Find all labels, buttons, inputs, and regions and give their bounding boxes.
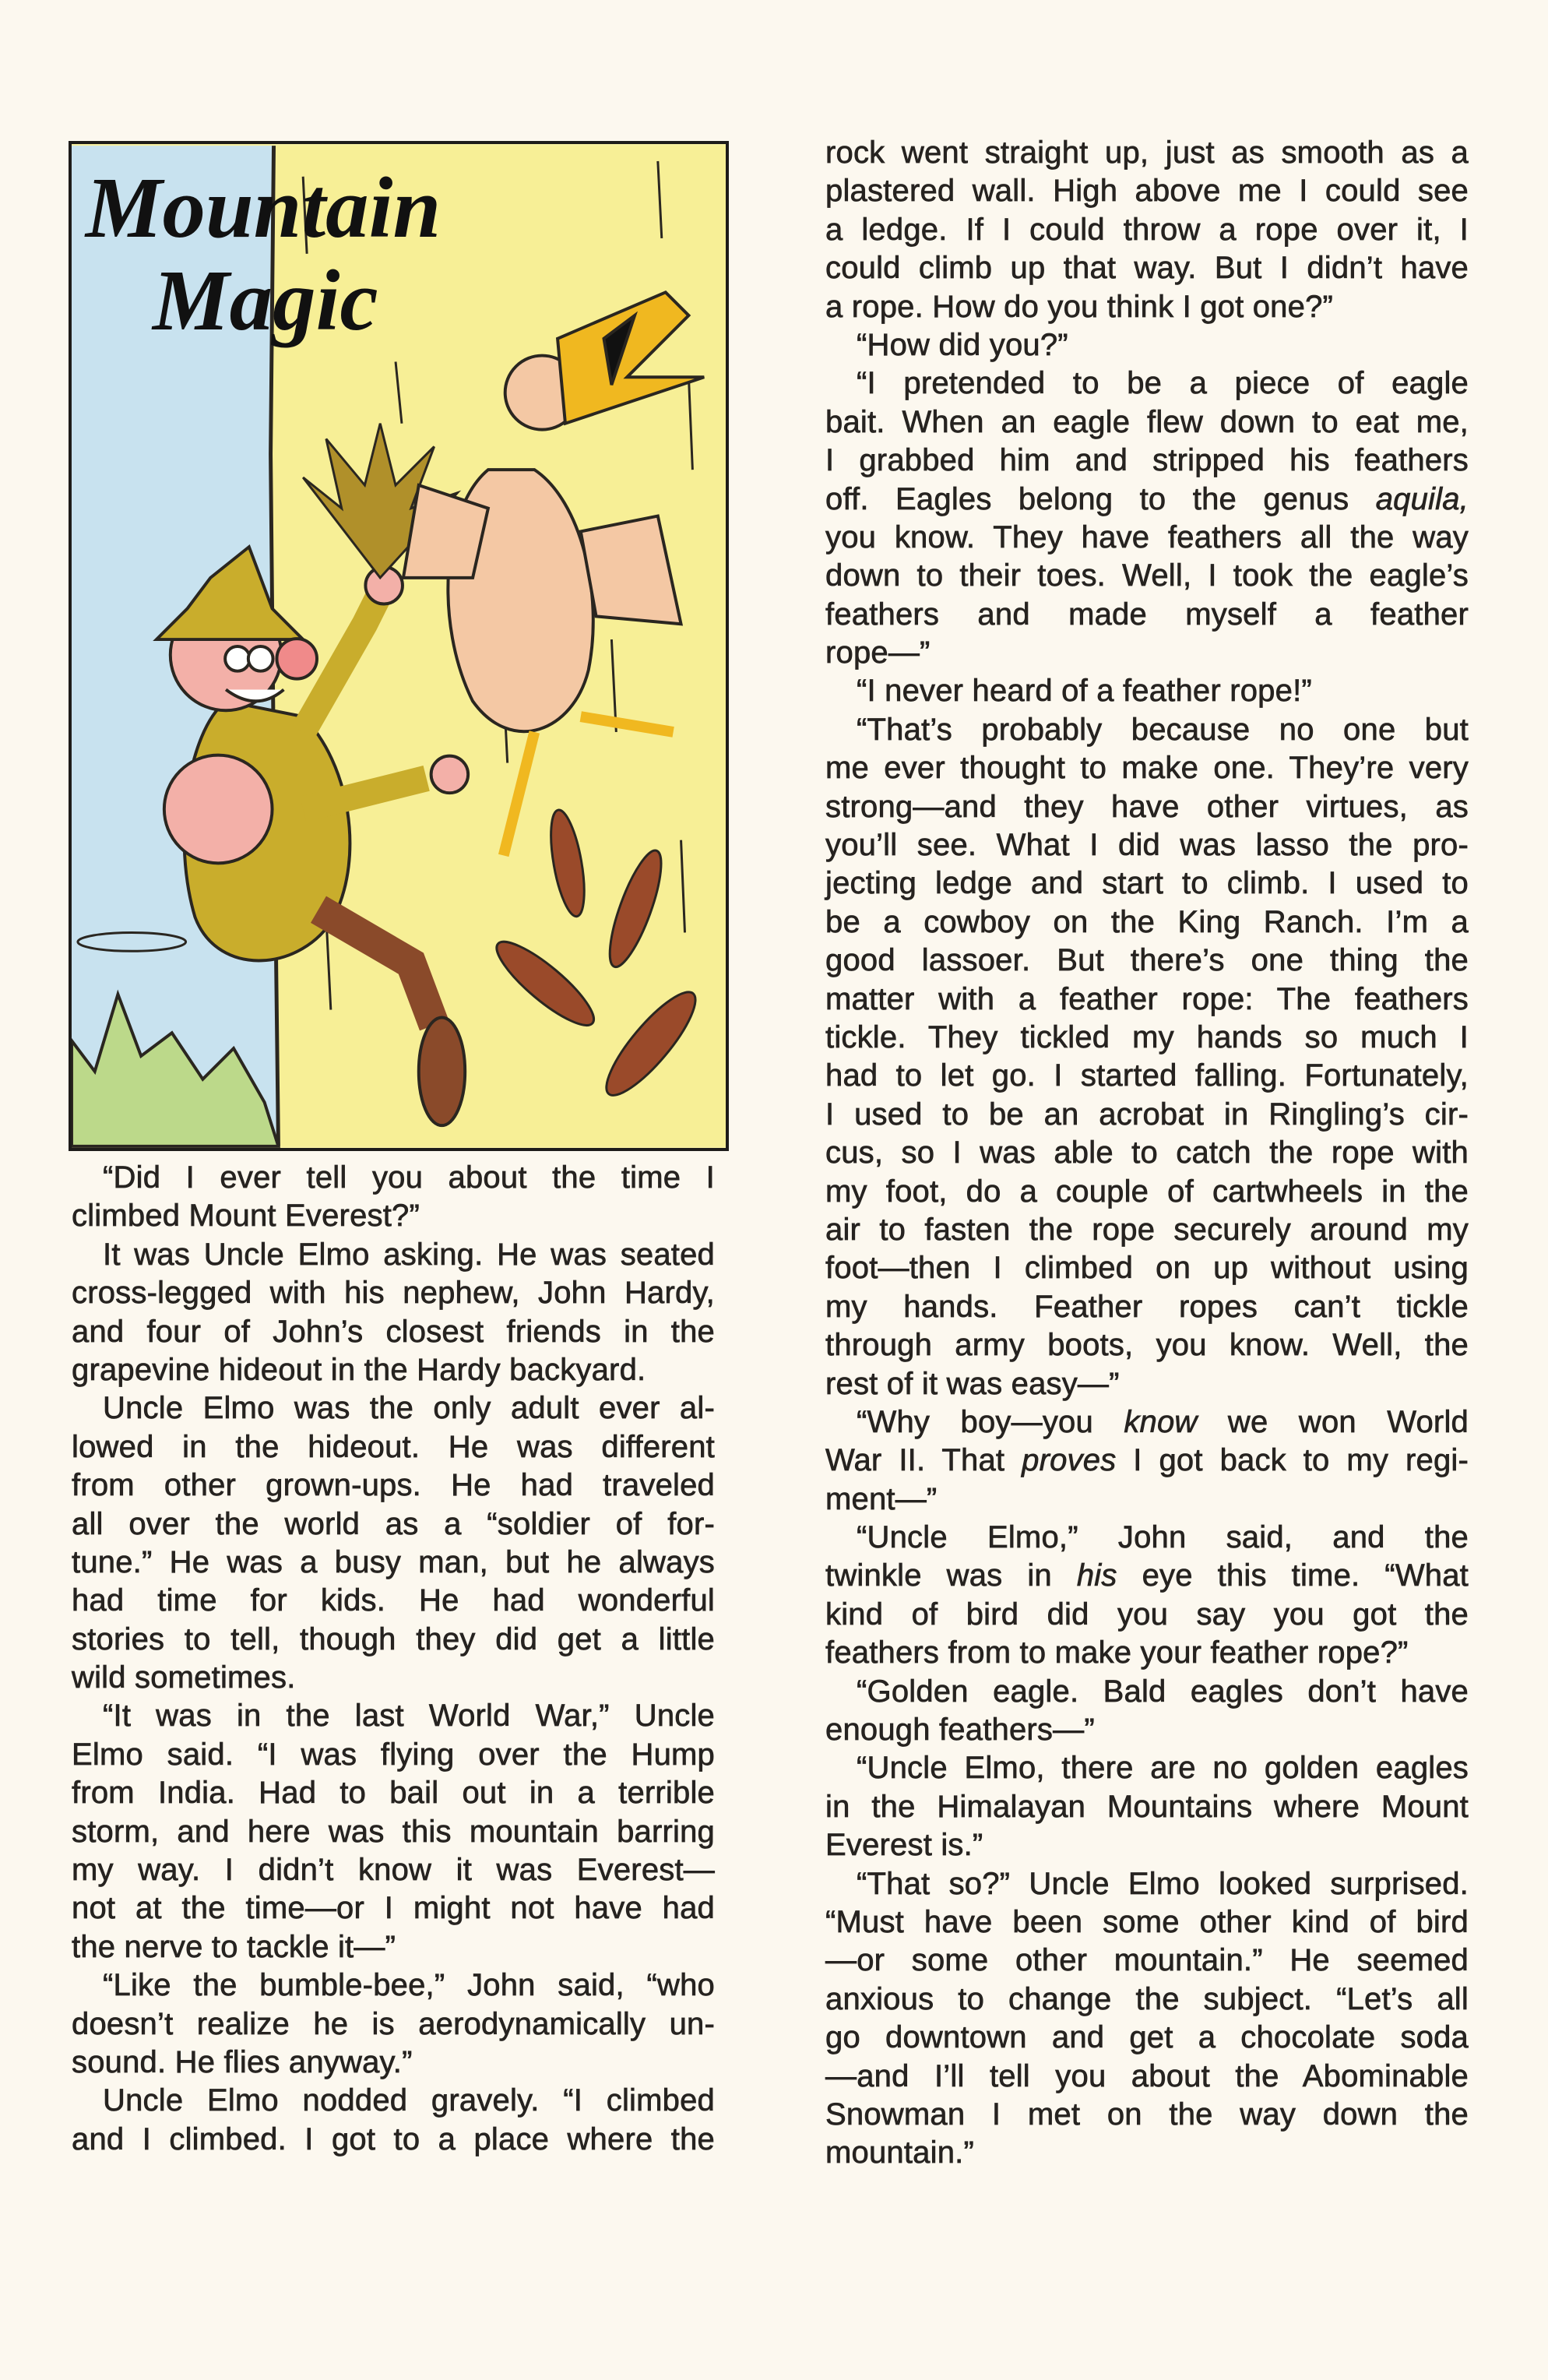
text-line: doesn’t realize he is aerodynamically un-: [72, 2006, 715, 2041]
text-line: cross-legged with his nephew, John Hardy,: [72, 1276, 715, 1311]
text-line: go downtown and get a chocolate soda: [825, 2020, 1469, 2055]
paragraph: [72, 1389, 715, 1697]
text-line: be a cowboy on the King Ranch. I’m a: [825, 904, 1469, 939]
paragraph: [825, 364, 1469, 672]
text-line: “I pretended to be a piece of eagle: [857, 366, 1469, 401]
text-line: had time for kids. He had wonderful: [72, 1583, 715, 1618]
text-line: lowed in the hideout. He was different: [72, 1429, 715, 1464]
text-line: air to fasten the rope securely around my: [825, 1212, 1469, 1247]
text-line: “It was in the last World War,” Uncle: [103, 1699, 715, 1734]
paragraph: [825, 326, 1469, 364]
paragraph: [72, 1697, 715, 1966]
text-line: tune.” He was a busy man, but he always: [72, 1544, 715, 1579]
text-line: stories to tell, though they did get a little: [72, 1621, 715, 1656]
text-line: rock went straight up, just as smooth as a: [825, 136, 1469, 170]
paragraph: [825, 1673, 1469, 1750]
text-line: —or some other mountain.” He seemed: [825, 1943, 1469, 1978]
text-line: good lassoer. But there’s one thing the: [825, 943, 1469, 978]
text-line: not at the time—or I might not have had: [72, 1891, 715, 1926]
text-line: strong—and they have other virtues, as: [825, 789, 1469, 824]
paragraph: [72, 1966, 715, 2082]
text-line: the nerve to tackle it—”: [72, 1929, 396, 1964]
text-line: “Must have been some other kind of bird: [825, 1904, 1469, 1939]
text-line: sound. He flies anyway.”: [72, 2044, 413, 2079]
text-line: Snowman I met on the way down the: [825, 2097, 1469, 2132]
text-line: —and I’ll tell you about the Abominable: [825, 2058, 1469, 2093]
text-line: you’ll see. What I did was lasso the pro-: [825, 828, 1469, 863]
text-line: I grabbed him and stripped his feathers: [825, 443, 1469, 478]
text-line: Everest is.”: [825, 1828, 983, 1863]
text-line: “Like the bumble-bee,” John said, “who: [103, 1968, 715, 2003]
text-line: “Uncle Elmo, there are no golden eagles: [857, 1751, 1469, 1786]
story-illustration: [69, 141, 729, 1151]
text-line: feathers from to make your feather rope?”: [825, 1635, 1409, 1671]
title-line-2: Magic: [153, 252, 378, 348]
text-line: “How did you?”: [857, 327, 1068, 362]
paragraph: [825, 1865, 1469, 2173]
text-line: my way. I didn’t know it was Everest—: [72, 1853, 715, 1888]
text-line: feathers and made myself a feather: [825, 597, 1469, 632]
text-line: could climb up that way. But I didn’t have: [825, 251, 1469, 286]
text-line: twinkle was in his eye this time. “What: [825, 1558, 1469, 1593]
text-line: jecting ledge and start to climb. I used to: [825, 866, 1469, 901]
paragraph: [72, 1159, 715, 1236]
paragraph: [825, 134, 1469, 326]
text-line: “That’s probably because no one but: [857, 712, 1469, 747]
story-text-left-column: [72, 1159, 715, 2159]
text-line: “That so?” Uncle Elmo looked surprised.: [857, 1866, 1469, 1901]
text-line: you know. They have feathers all the way: [825, 519, 1469, 555]
title-line-1: Mountain: [85, 160, 442, 256]
text-line: wild sometimes.: [72, 1660, 296, 1695]
text-line: me ever thought to make one. They’re very: [825, 751, 1469, 786]
text-line: kind of bird did you say you got the: [825, 1597, 1469, 1632]
paragraph: [825, 1519, 1469, 1673]
paragraph: [825, 711, 1469, 1403]
text-line: “Golden eagle. Bald eagles don’t have: [857, 1674, 1469, 1709]
text-line: a ledge. If I could throw a rope over it, I: [825, 212, 1469, 247]
text-line: a rope. How do you think I got one?”: [825, 289, 1334, 324]
text-line: I used to be an acrobat in Ringling’s cir-: [825, 1097, 1469, 1132]
text-line: mountain.”: [825, 2135, 974, 2171]
text-line: from India. Had to bail out in a terrible: [72, 1776, 715, 1811]
text-line: “Uncle Elmo,” John said, and the: [857, 1520, 1469, 1555]
text-line: tickle. They tickled my hands so much I: [825, 1019, 1469, 1054]
text-line: storm, and here was this mountain barring: [72, 1814, 715, 1849]
text-line: foot—then I climbed on up without using: [825, 1251, 1469, 1286]
text-line: and I climbed. I got to a place where the: [72, 2121, 715, 2156]
paragraph: [72, 2082, 715, 2159]
paragraph: [825, 1749, 1469, 1864]
text-line: climbed Mount Everest?”: [72, 1199, 420, 1234]
text-line: off. Eagles belong to the genus aquila,: [825, 481, 1469, 516]
text-line: War II. That proves I got back to my regi-: [825, 1443, 1469, 1478]
text-line: down to their toes. Well, I took the eagle’s: [825, 558, 1469, 593]
text-line: anxious to change the subject. “Let’s all: [825, 1981, 1469, 2016]
text-line: Uncle Elmo was the only adult ever al-: [103, 1391, 715, 1426]
text-line: all over the world as a “soldier of for-: [72, 1506, 715, 1541]
text-line: and four of John’s closest friends in the: [72, 1314, 715, 1349]
text-line: grapevine hideout in the Hardy backyard.: [72, 1352, 646, 1387]
text-line: ment—”: [825, 1481, 938, 1516]
text-line: “I never heard of a feather rope!”: [857, 674, 1312, 709]
text-line: plastered wall. High above me I could see: [825, 174, 1469, 209]
text-line: rope—”: [825, 635, 931, 671]
story-text-right-column: [825, 134, 1469, 2173]
text-line: “Did I ever tell you about the time I: [103, 1160, 715, 1195]
paragraph: [825, 672, 1469, 710]
text-line: in the Himalayan Mountains where Mount: [825, 1789, 1469, 1824]
text-line: from other grown-ups. He had traveled: [72, 1468, 715, 1503]
text-line: bait. When an eagle flew down to eat me,: [825, 404, 1469, 439]
text-line: It was Uncle Elmo asking. He was seated: [103, 1237, 715, 1272]
paragraph: [825, 1403, 1469, 1519]
paragraph: [72, 1236, 715, 1390]
text-line: “Why boy—you know we won World: [857, 1404, 1469, 1439]
text-line: Elmo said. “I was flying over the Hump: [72, 1737, 715, 1772]
text-line: rest of it was easy—”: [825, 1366, 1120, 1401]
text-line: enough feathers—”: [825, 1713, 1095, 1748]
text-line: Uncle Elmo nodded gravely. “I climbed: [103, 2083, 715, 2118]
illustration-svg: [72, 144, 726, 1148]
text-line: had to let go. I started falling. Fortunately,: [825, 1058, 1469, 1093]
text-line: matter with a feather rope: The feathers: [825, 981, 1469, 1016]
text-line: cus, so I was able to catch the rope with: [825, 1135, 1469, 1171]
text-line: my foot, do a couple of cartwheels in the: [825, 1174, 1469, 1209]
text-line: my hands. Feather ropes can’t tickle: [825, 1289, 1469, 1324]
text-line: through army boots, you know. Well, the: [825, 1328, 1469, 1363]
